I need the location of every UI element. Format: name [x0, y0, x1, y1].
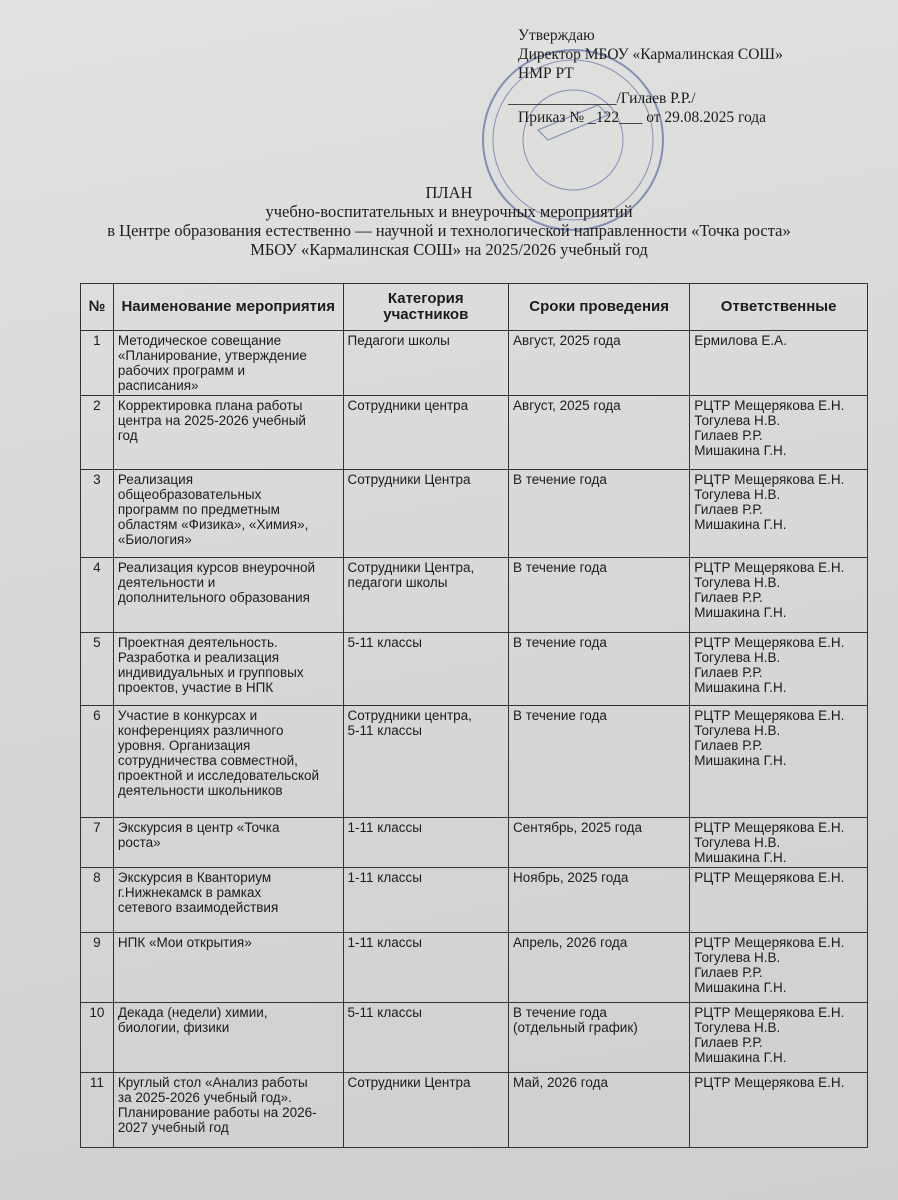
cell-name	[113, 818, 343, 868]
responsible-line: Мишакина Г.Н.	[694, 605, 787, 620]
name-line: индивидуальных и групповых	[117, 665, 304, 680]
name-line: рабочих программ и	[117, 363, 246, 378]
name-line: Декада (недели) химии,	[117, 1005, 268, 1020]
approval-signature: ______________/Гилаев Р.Р./	[508, 90, 696, 107]
column-header: Ответственные	[690, 284, 868, 331]
responsible-line: РЦТР Мещерякова Е.Н.	[694, 635, 845, 650]
responsible-line: Тогулева Н.В.	[694, 487, 781, 502]
responsible-line: Гилаев Р.Р.	[694, 502, 763, 517]
responsible-line: Мишакина Г.Н.	[694, 1050, 787, 1065]
cell-category	[343, 470, 508, 558]
responsible-line: Гилаев Р.Р.	[694, 965, 763, 980]
cell-dates	[509, 933, 690, 1003]
name-line: Реализация	[117, 472, 194, 487]
dates-line: Май, 2026 года	[513, 1075, 608, 1090]
responsible-line: РЦТР Мещерякова Е.Н.	[694, 820, 845, 835]
name-line: сетевого взаимодействия	[117, 900, 279, 915]
cell-name	[113, 558, 343, 633]
cell-responsible	[690, 818, 868, 868]
dates-line: Ноябрь, 2025 года	[513, 870, 629, 885]
cell-category	[343, 396, 508, 470]
category-line: 1-11 классы	[347, 870, 422, 885]
responsible-line: Гилаев Р.Р.	[694, 738, 763, 753]
row-number: 7	[81, 818, 114, 868]
cell-category	[343, 331, 508, 396]
cell-dates	[509, 868, 690, 933]
table-row	[81, 558, 868, 633]
name-line: проектной и исследовательской	[117, 768, 320, 783]
cell-name	[113, 1073, 343, 1148]
name-line: Корректировка плана работы	[117, 398, 303, 413]
cell-name	[113, 1003, 343, 1073]
row-number: 8	[81, 868, 114, 933]
cell-name	[113, 470, 343, 558]
cell-dates	[509, 331, 690, 396]
name-line: НПК «Мои открытия»	[117, 935, 252, 950]
cell-category	[343, 1073, 508, 1148]
cell-responsible	[690, 396, 868, 470]
category-line: педагоги школы	[347, 575, 448, 590]
dates-line: В течение года	[513, 560, 607, 575]
name-line: 2027 учебный год	[117, 1120, 229, 1135]
dates-line: В течение года	[513, 708, 607, 723]
cell-dates	[509, 706, 690, 818]
category-line: Сотрудники Центра	[347, 1075, 471, 1090]
name-line: областям «Физика», «Химия»,	[117, 517, 309, 532]
cell-responsible	[690, 1073, 868, 1148]
table-row	[81, 1073, 868, 1148]
cell-name	[113, 868, 343, 933]
dates-line: Август, 2025 года	[513, 398, 621, 413]
name-line: Разработка и реализация	[117, 650, 280, 665]
row-number: 6	[81, 706, 114, 818]
row-number: 3	[81, 470, 114, 558]
cell-dates	[509, 633, 690, 706]
table-row	[81, 1003, 868, 1073]
responsible-line: Тогулева Н.В.	[694, 650, 781, 665]
category-line: Сотрудники центра	[347, 398, 469, 413]
responsible-line: Гилаев Р.Р.	[694, 1035, 763, 1050]
responsible-line: Мишакина Г.Н.	[694, 443, 787, 458]
responsible-line: Тогулева Н.В.	[694, 723, 781, 738]
responsible-line: РЦТР Мещерякова Е.Н.	[694, 1005, 845, 1020]
row-number: 9	[81, 933, 114, 1003]
name-line: расписания»	[117, 378, 199, 393]
category-line: 5-11 классы	[347, 635, 422, 650]
cell-responsible	[690, 933, 868, 1003]
category-line: Сотрудники Центра	[347, 472, 471, 487]
name-line: конференциях различного	[117, 723, 284, 738]
cell-responsible	[690, 633, 868, 706]
cell-responsible	[690, 868, 868, 933]
cell-dates	[509, 558, 690, 633]
responsible-line: Гилаев Р.Р.	[694, 665, 763, 680]
table-row	[81, 933, 868, 1003]
column-header: Категория участников	[343, 284, 508, 331]
name-line: деятельности школьников	[117, 783, 283, 798]
name-line: центра на 2025-2026 учебный	[117, 413, 306, 428]
approval-heading: Утверждаю	[518, 27, 595, 44]
responsible-line: РЦТР Мещерякова Е.Н.	[694, 870, 845, 885]
cell-name	[113, 331, 343, 396]
cell-responsible	[690, 1003, 868, 1073]
responsible-line: РЦТР Мещерякова Е.Н.	[694, 935, 845, 950]
responsible-line: Гилаев Р.Р.	[694, 590, 763, 605]
name-line: программ по предметным	[117, 502, 280, 517]
responsible-line: РЦТР Мещерякова Е.Н.	[694, 1075, 845, 1090]
table-row	[81, 331, 868, 396]
responsible-line: Тогулева Н.В.	[694, 575, 781, 590]
name-line: за 2025-2026 учебный год».	[117, 1090, 292, 1105]
category-line: Сотрудники центра,	[347, 708, 472, 723]
name-line: Планирование работы на 2026-	[117, 1105, 317, 1120]
cell-name	[113, 933, 343, 1003]
category-line: 1-11 классы	[347, 935, 422, 950]
name-line: проектов, участие в НПК	[117, 680, 274, 695]
responsible-line: Тогулева Н.В.	[694, 835, 781, 850]
dates-line: Август, 2025 года	[513, 333, 621, 348]
responsible-line: Мишакина Г.Н.	[694, 850, 787, 865]
table-row	[81, 633, 868, 706]
title-line-4: МБОУ «Кармалинская СОШ» на 2025/2026 учебный год	[250, 240, 648, 259]
name-line: деятельности и	[117, 575, 216, 590]
name-line: Реализация курсов внеурочной	[117, 560, 316, 575]
responsible-line: Мишакина Г.Н.	[694, 517, 787, 532]
cell-dates	[509, 470, 690, 558]
responsible-line: Мишакина Г.Н.	[694, 680, 787, 695]
cell-category	[343, 633, 508, 706]
table-row	[81, 706, 868, 818]
responsible-line: РЦТР Мещерякова Е.Н.	[694, 560, 845, 575]
responsible-line: РЦТР Мещерякова Е.Н.	[694, 708, 845, 723]
responsible-line: Тогулева Н.В.	[694, 413, 781, 428]
category-line: 5-11 классы	[347, 723, 422, 738]
approval-position: Директор МБОУ «Кармалинская СОШ»	[518, 46, 783, 63]
row-number: 4	[81, 558, 114, 633]
responsible-line: РЦТР Мещерякова Е.Н.	[694, 398, 845, 413]
dates-line: Апрель, 2026 года	[513, 935, 628, 950]
cell-category	[343, 868, 508, 933]
cell-name	[113, 706, 343, 818]
row-number: 10	[81, 1003, 114, 1073]
dates-line: В течение года	[513, 635, 607, 650]
row-number: 5	[81, 633, 114, 706]
name-line: «Планирование, утверждение	[117, 348, 307, 363]
name-line: биологии, физики	[117, 1020, 230, 1035]
responsible-line: Ермилова Е.А.	[694, 333, 787, 348]
cell-dates	[509, 1003, 690, 1073]
cell-category	[343, 933, 508, 1003]
document-title	[0, 183, 898, 259]
dates-line: В течение года	[513, 1005, 607, 1020]
category-line: 1-11 классы	[347, 820, 422, 835]
table-row	[81, 868, 868, 933]
title-line-2: учебно-воспитательных и внеурочных мероприятий	[265, 202, 633, 221]
approval-region: НМР РТ	[518, 65, 574, 82]
cell-category	[343, 558, 508, 633]
category-line: Сотрудники Центра,	[347, 560, 475, 575]
row-number: 1	[81, 331, 114, 396]
name-line: уровня. Организация	[117, 738, 251, 753]
cell-name	[113, 396, 343, 470]
table-row	[81, 818, 868, 868]
name-line: Экскурсия в центр «Точка	[117, 820, 280, 835]
responsible-line: Гилаев Р.Р.	[694, 428, 763, 443]
cell-responsible	[690, 558, 868, 633]
name-line: «Биология»	[117, 532, 192, 547]
category-line: Педагоги школы	[347, 333, 450, 348]
row-number: 2	[81, 396, 114, 470]
name-line: год	[117, 428, 138, 443]
responsible-line: РЦТР Мещерякова Е.Н.	[694, 472, 845, 487]
name-line: роста»	[117, 835, 161, 850]
name-line: Круглый стол «Анализ работы	[117, 1075, 308, 1090]
name-line: г.Нижнекамск в рамках	[117, 885, 262, 900]
cell-category	[343, 706, 508, 818]
dates-line: (отдельный график)	[513, 1020, 638, 1035]
dates-line: В течение года	[513, 472, 607, 487]
name-line: сотрудничества совместной,	[117, 753, 298, 768]
events-table	[80, 283, 868, 1148]
approval-block	[508, 26, 783, 127]
table-row	[81, 396, 868, 470]
responsible-line: Мишакина Г.Н.	[694, 980, 787, 995]
cell-name	[113, 633, 343, 706]
column-header: Наименование мероприятия	[113, 284, 343, 331]
title-plan: ПЛАН	[425, 183, 473, 202]
responsible-line: Мишакина Г.Н.	[694, 753, 787, 768]
title-line-3: в Центре образования естественно — научной и технологической направленности «Точка роста»	[107, 221, 791, 240]
cell-category	[343, 1003, 508, 1073]
column-header: Сроки проведения	[509, 284, 690, 331]
category-line: 5-11 классы	[347, 1005, 422, 1020]
approval-order: Приказ № _122___ от 29.08.2025 года	[518, 109, 767, 126]
cell-dates	[509, 396, 690, 470]
name-line: Методическое совещание	[117, 333, 282, 348]
row-number: 11	[81, 1073, 114, 1148]
responsible-line: Тогулева Н.В.	[694, 950, 781, 965]
name-line: Экскурсия в Кванториум	[117, 870, 272, 885]
cell-dates	[509, 818, 690, 868]
name-line: общеобразовательных	[117, 487, 262, 502]
name-line: Участие в конкурсах и	[117, 708, 258, 723]
dates-line: Сентябрь, 2025 года	[513, 820, 643, 835]
cell-category	[343, 818, 508, 868]
cell-responsible	[690, 470, 868, 558]
name-line: дополнительного образования	[117, 590, 310, 605]
cell-responsible	[690, 331, 868, 396]
table-row	[81, 470, 868, 558]
column-header: №	[81, 284, 114, 331]
cell-dates	[509, 1073, 690, 1148]
name-line: Проектная деятельность.	[117, 635, 278, 650]
cell-responsible	[690, 706, 868, 818]
responsible-line: Тогулева Н.В.	[694, 1020, 781, 1035]
